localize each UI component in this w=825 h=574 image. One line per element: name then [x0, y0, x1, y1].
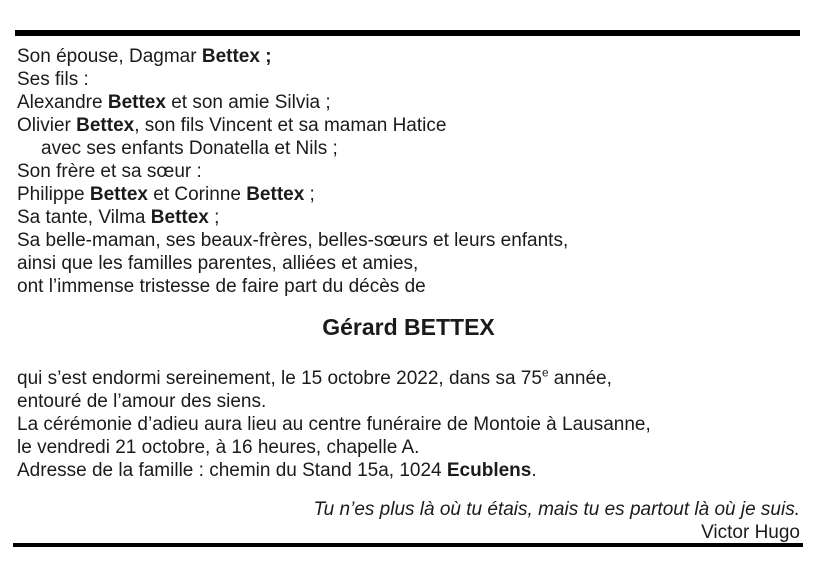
notice-line: ont l’immense tristesse de faire part du décès de: [17, 276, 426, 297]
notice-line: ainsi que les familles parentes, alliées et amies,: [17, 253, 419, 274]
bottom-rule: [13, 543, 803, 547]
notice-line: Sa tante, Vilma Bettex ;: [17, 207, 220, 228]
notice-content: [17, 45, 800, 544]
details-lines: [17, 367, 800, 482]
family-lines: [17, 45, 800, 298]
notice-line: Olivier Bettex, son fils Vincent et sa maman Hatice: [17, 115, 447, 136]
memorial-quote: Tu n’es plus là où tu étais, mais tu es partout là où je suis.: [313, 499, 800, 520]
notice-line: Son épouse, Dagmar Bettex ;: [17, 46, 272, 67]
notice-line: Son frère et sa sœur :: [17, 161, 202, 182]
deceased-name: Gérard BETTEX: [322, 314, 495, 340]
notice-line: Adresse de la famille : chemin du Stand 15a, 1024 Ecublens.: [17, 460, 537, 481]
notice-line: avec ses enfants Donatella et Nils ;: [41, 138, 338, 159]
notice-line: qui s’est endormi sereinement, le 15 octobre 2022, dans sa 75e année,: [17, 366, 612, 389]
top-rule: [15, 30, 800, 36]
quote-author: Victor Hugo: [701, 522, 800, 543]
notice-line: Sa belle-maman, ses beaux-frères, belles-sœurs et leurs enfants,: [17, 230, 569, 251]
notice-line: La cérémonie d’adieu aura lieu au centre funéraire de Montoie à Lausanne,: [17, 414, 651, 435]
notice-line: le vendredi 21 octobre, à 16 heures, chapelle A.: [17, 437, 420, 458]
notice-line: Ses fils :: [17, 69, 89, 90]
notice-line: Philippe Bettex et Corinne Bettex ;: [17, 184, 315, 205]
notice-line: Alexandre Bettex et son amie Silvia ;: [17, 92, 331, 113]
notice-line: entouré de l’amour des siens.: [17, 391, 267, 412]
